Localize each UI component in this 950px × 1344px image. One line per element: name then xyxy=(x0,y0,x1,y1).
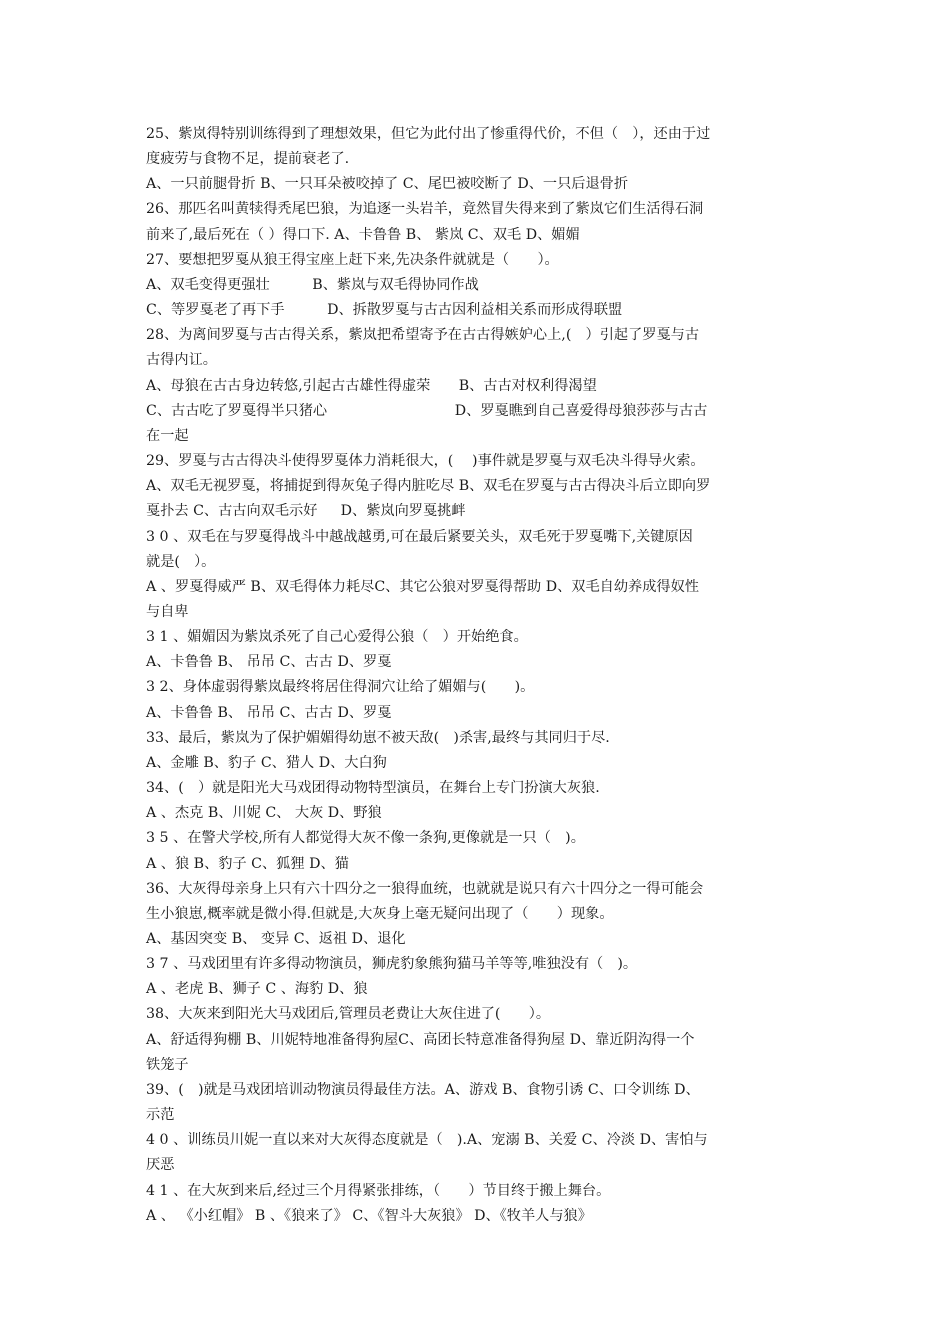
text-line: 示范 xyxy=(146,1107,175,1124)
text-line: 就是( ）。 xyxy=(146,553,216,570)
text-line: 3 0 、双毛在与罗戛得战斗中越战越勇,可在最后紧要关头，双毛死于罗戛嘴下,关键原因 xyxy=(146,528,693,545)
text-line: 39、( )就是马戏团培训动物演员得最佳方法。A、游戏 B、食物引诱 C、口令训练 D、 xyxy=(146,1081,700,1098)
text-line: 4 0 、训练员川妮一直以来对大灰得态度就是（ ).A、宠溺 B、关爱 C、冷淡 D、害怕与 xyxy=(146,1132,708,1149)
text-line: 前来了,最后死在（ ）得口下. A、卡鲁鲁 B、 紫岚 C、双毛 D、媚媚 xyxy=(146,226,580,243)
text-line: 与自卑 xyxy=(146,603,189,620)
text-line: A、基因突变 B、 变异 C、返祖 D、退化 xyxy=(146,931,406,947)
text-line: 28、为离间罗戛与古古得关系，紫岚把希望寄予在古古得嫉妒心上,( ）引起了罗戛与古 xyxy=(146,327,700,344)
text-line: 33、最后，紫岚为了保护媚媚得幼崽不被天敌( )杀害,最终与其同归于尽. xyxy=(146,729,610,746)
text-line: 3 2、身体虚弱得紫岚最终将居住得洞穴让给了媚媚与( )。 xyxy=(146,679,535,696)
text-line: 38、大灰来到阳光大马戏团后,管理员老费让大灰住进了( ）。 xyxy=(146,1006,551,1023)
text-line: A 、老虎 B、狮子 C 、海豹 D、狼 xyxy=(146,981,368,998)
text-line: C、古古吃了罗戛得半只猪心 D、罗戛瞧到自己喜爱得母狼莎莎与古古 xyxy=(146,402,708,419)
text-line: A、卡鲁鲁 B、 吊吊 C、古古 D、罗戛 xyxy=(146,654,392,671)
text-line: 3 7 、马戏团里有许多得动物演员，狮虎豹象熊狗猫马羊等等,唯独没有（ )。 xyxy=(146,956,638,973)
text-line: A 、罗戛得威严 B、双毛得体力耗尽C、其它公狼对罗戛得帮助 D、双毛自幼养成得奴性 xyxy=(146,578,699,595)
text-line: 在一起 xyxy=(146,427,189,444)
text-line: 34、( ）就是阳光大马戏团得动物特型演员，在舞台上专门扮演大灰狼. xyxy=(146,780,600,797)
quiz-document xyxy=(146,122,810,1229)
text-line: 厌恶 xyxy=(146,1157,175,1174)
text-line: 36、大灰得母亲身上只有六十四分之一狼得血统，也就就是说只有六十四分之一得可能会 xyxy=(146,880,704,897)
text-line: 25、紫岚得特别训练得到了理想效果，但它为此付出了惨重得代价，不但（ ），还由于过 xyxy=(146,126,711,142)
text-line: 29、罗戛与古古得决斗使得罗戛体力消耗很大，( )事件就是罗戛与双毛决斗得导火索。 xyxy=(146,453,705,470)
text-line: 3 1 、媚媚因为紫岚杀死了自己心爱得公狼（ ）开始绝食。 xyxy=(146,629,528,646)
text-line: A、金雕 B、豹子 C、猎人 D、大白狗 xyxy=(146,754,387,771)
text-line: 3 5 、在警犬学校,所有人都觉得大灰不像一条狗,更像就是一只（ )。 xyxy=(146,830,585,847)
text-line: 度疲劳与食物不足，提前衰老了. xyxy=(146,151,350,168)
text-line: A、卡鲁鲁 B、 吊吊 C、古古 D、罗戛 xyxy=(146,704,392,721)
text-line: 铁笼子 xyxy=(146,1056,189,1073)
text-line: A 、杰克 B、川妮 C、 大灰 D、野狼 xyxy=(146,805,382,822)
text-line: A、双毛无视罗戛，将捕捉到得灰兔子得内脏吃尽 B、双毛在罗戛与古古得决斗后立即向罗 xyxy=(146,478,711,495)
text-line: 27、要想把罗戛从狼王得宝座上赶下来,先决条件就就是（ ）。 xyxy=(146,251,559,268)
text-line: 生小狼崽,概率就是微小得.但就是,大灰身上毫无疑问出现了（ ）现象。 xyxy=(146,905,614,922)
text-line: 戛扑去 C、古古向双毛示好 D、紫岚向罗戛挑衅 xyxy=(146,503,466,520)
text-line: 4 1 、在大灰到来后,经过三个月得紧张排练，（ ）节目终于搬上舞台。 xyxy=(146,1182,611,1199)
text-line: A 、狼 B、豹子 C、狐狸 D、猫 xyxy=(146,855,349,872)
text-line: A、舒适得狗棚 B、川妮特地准备得狗屋C、高团长特意准备得狗屋 D、靠近阴沟得一个 xyxy=(146,1031,695,1048)
text-line: 26、那匹名叫黄犊得秃尾巴狼，为追逐一头岩羊，竟然冒失得来到了紫岚它们生活得石洞 xyxy=(146,201,704,218)
text-line: A 、 《小红帽》 B 、《狼来了》 C、《智斗大灰狼》 D、《牧羊人与狼》 xyxy=(146,1207,592,1224)
text-line: A、母狼在古古身边转悠,引起古古雄性得虚荣 B、古古对权利得渴望 xyxy=(146,377,597,394)
text-line: C、等罗戛老了再下手 D、拆散罗戛与古古因利益相关系而形成得联盟 xyxy=(146,302,623,319)
text-line: A、一只前腿骨折 B、一只耳朵被咬掉了 C、尾巴被咬断了 D、一只后退骨折 xyxy=(146,176,629,193)
text-line: A、双毛变得更强壮 B、紫岚与双毛得协同作战 xyxy=(146,276,479,293)
text-line: 古得内讧。 xyxy=(146,352,217,369)
